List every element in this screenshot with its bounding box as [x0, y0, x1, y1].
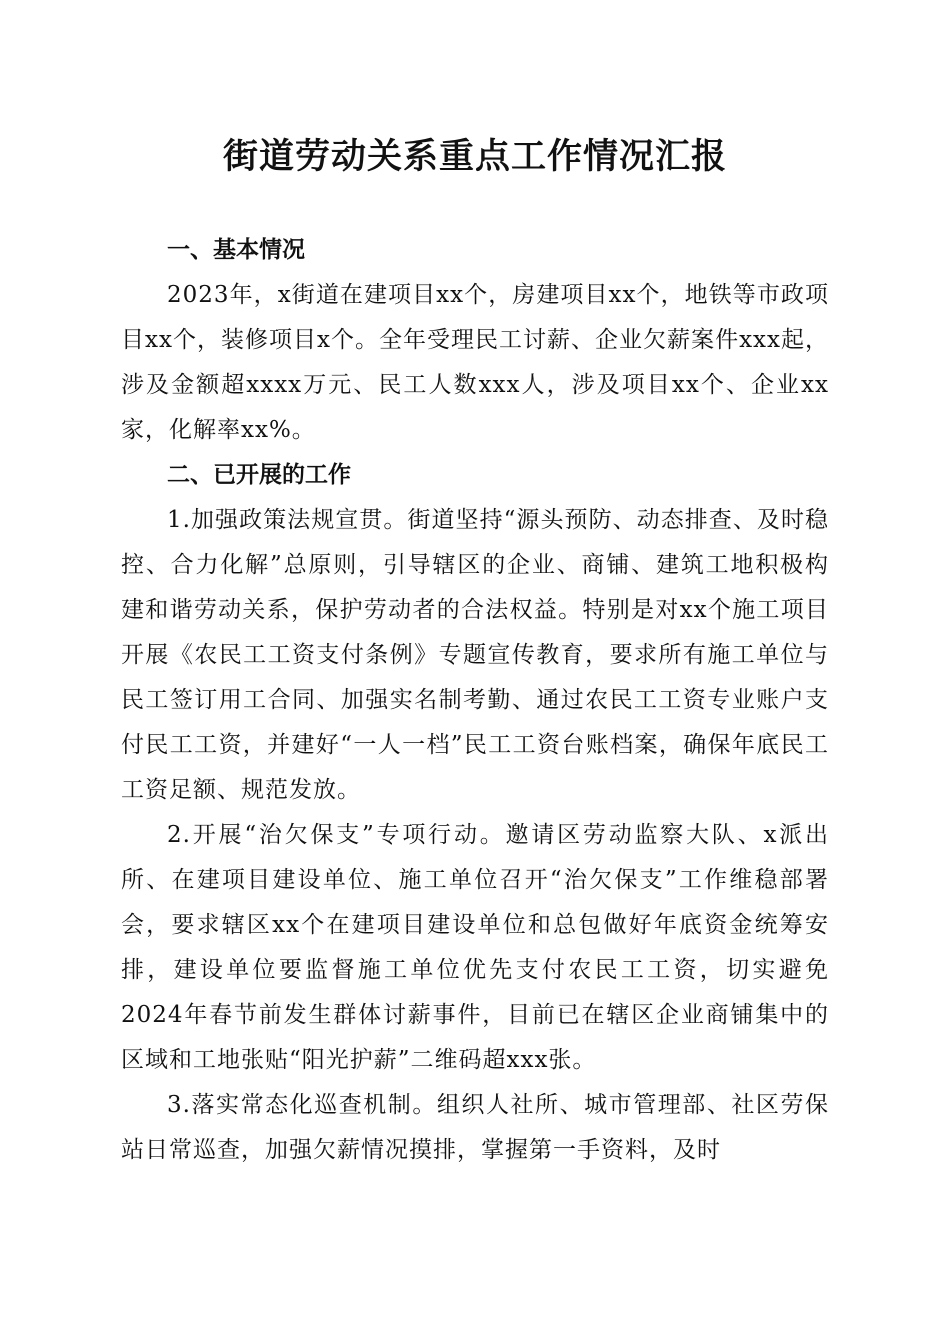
paragraph-policy-publicity: 1.加强政策法规宣贯。街道坚持“源头预防、动态排查、及时稳控、合力化解”总原则，引导辖区的企业、商铺、建筑工地积极构建和谐劳动关系，保护劳动者的合法权益。特别是对xx个施工项目开展《农民工工资支付条例》专题宣传教育，要求所有施工单位与民工签订用工合同、加强实名制考勤、通过农民工工资专业账户支付民工工资，并建好“一人一档”民工工资台账档案，确保年底民工工资足额、规范发放。: [121, 507, 829, 803]
document-body: [121, 228, 829, 1173]
section-heading-basic-situation: 一、基本情况: [167, 237, 305, 263]
paragraph-basic-situation: 2023年，x街道在建项目xx个，房建项目xx个，地铁等市政项目xx个，装修项目x个。全年受理民工讨薪、企业欠薪案件xxx起，涉及金额超xxxx万元、民工人数xxx人，涉及项目xx个、企业xx家，化解率xx%。: [121, 282, 829, 443]
document-title: 街道劳动关系重点工作情况汇报: [222, 136, 727, 177]
section-heading-work-done: 二、已开展的工作: [167, 462, 351, 488]
paragraph-inspection-mechanism: 3.落实常态化巡查机制。组织人社所、城市管理部、社区劳保站日常巡查，加强欠薪情况摸排，掌握第一手资料，及时: [121, 1092, 829, 1163]
paragraph-special-action: 2.开展“治欠保支”专项行动。邀请区劳动监察大队、x派出所、在建项目建设单位、施工单位召开“治欠保支”工作维稳部署会，要求辖区xx个在建项目建设单位和总包做好年底资金统筹安排，建设单位要监督施工单位优先支付农民工工资，切实避免2024年春节前发生群体讨薪事件，目前已在辖区企业商铺集中的区域和工地张贴“阳光护薪”二维码超xxx张。: [121, 822, 829, 1073]
